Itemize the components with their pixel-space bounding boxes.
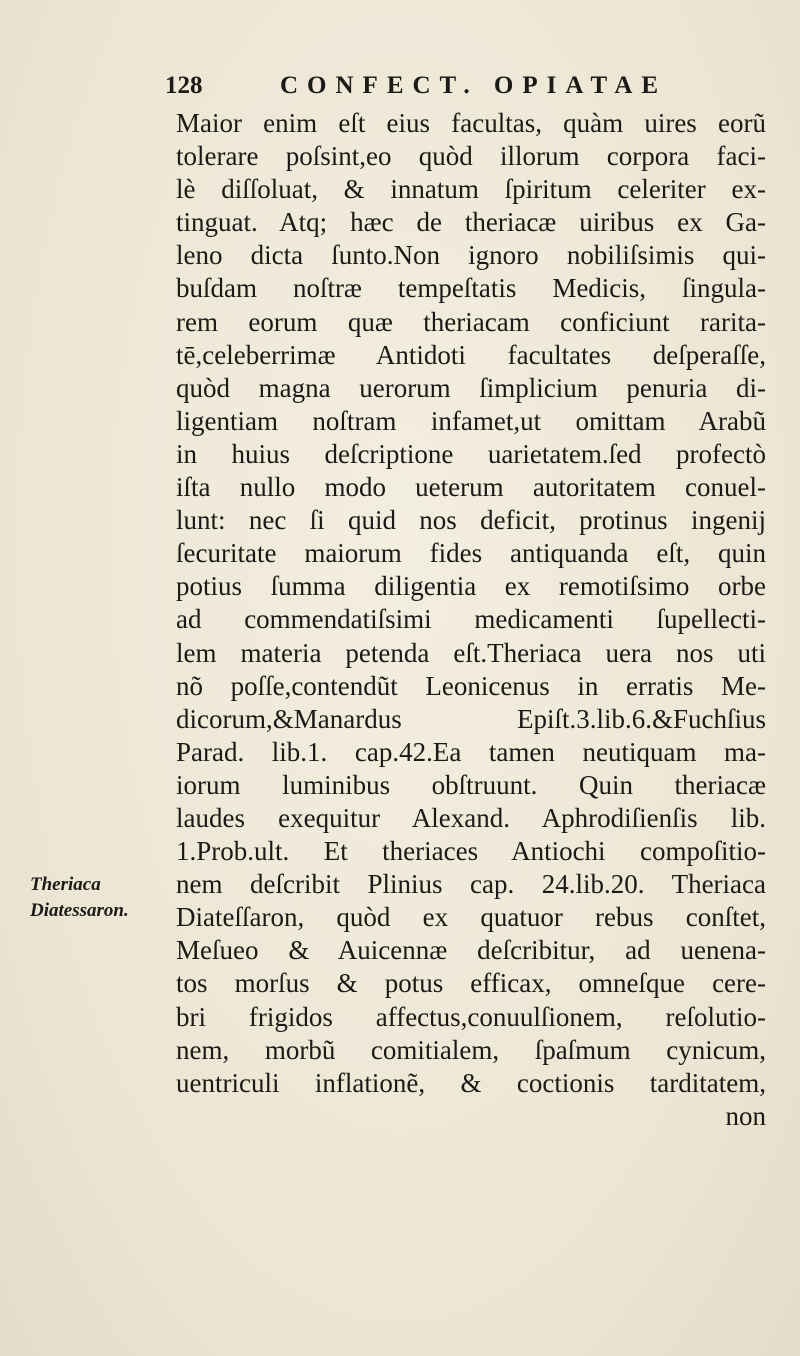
text-line: potius ſumma diligentia ex remotiſsimo orbe [176,571,766,602]
text-line: non [725,1100,766,1131]
text-line: laudes exequitur Alexand. Aphrodiſienſis lib. [176,802,766,833]
text-line: Maior enim eſt eius facultas, quàm uires eorũ [176,108,766,138]
text-line: leno dicta ſunto.Non ignoro nobiliſsimis qui- [176,240,766,271]
page-header [165,72,755,106]
text-line: Parad. lib.1. cap.42.Ea tamen neutiquam ma- [176,736,766,767]
text-line: tē,celeberrimæ Antidoti facultates deſperaſſe, [176,339,766,370]
text-line: ligentiam noſtram infamet,ut omittam Arabũ [176,405,766,436]
page-number: 128 [165,72,203,99]
marginal-note-line: Theriaca [30,874,101,895]
text-line: Diateſſaron, quòd ex quatuor rebus conſtet, [176,902,766,933]
text-line: buſdam noſtræ tempeſtatis Medicis, ſingula- [176,273,766,304]
text-line: tinguat. Atq; hæc de theriacæ uiribus ex Ga- [176,207,766,238]
text-line: nem, morbũ comitialem, ſpaſmum cynicum, [176,1034,766,1065]
text-line: Meſueo & Auicennæ deſcribitur, ad uenena- [176,935,766,966]
text-line: bri frigidos affectus,conuulſionem, reſolutio- [176,1001,766,1032]
text-line: tolerare poſsint,eo quòd illorum corpora faci- [176,141,766,172]
marginal-note-line: Diatessaron. [30,900,129,921]
text-line: lè diſſoluat, & innatum ſpiritum celeriter ex- [176,174,766,205]
text-line: ſecuritate maiorum fides antiquanda eſt, quin [176,538,766,569]
text-line: uentriculi inflationẽ, & coctionis tarditatem, [176,1067,766,1098]
marginal-note [30,872,170,924]
text-line: iorum luminibus obſtruunt. Quin theriacæ [176,769,766,800]
text-line: quòd magna uerorum ſimplicium penuria di- [176,372,766,403]
text-line: ad commendatiſsimi medicamenti ſupellecti- [176,604,766,635]
text-line: dicorum,&Manardus Epiſt.3.lib.6.&Fuchſius [176,703,766,734]
text-line: in huius deſcriptione uarietatem.ſed profectò [176,438,766,469]
running-head: CONFECT. OPIATAE [280,72,668,99]
text-line: iſta nullo modo ueterum autoritatem conuel- [176,472,766,503]
text-line: lunt: nec ſi quid nos deficit, protinus ingenij [176,505,766,536]
text-line: 1.Prob.ult. Et theriaces Antiochi compoſitio- [176,836,766,867]
text-line: nõ poſſe,contendũt Leonicenus in erratis Me- [176,670,766,701]
text-line: lem materia petenda eſt.Theriaca uera nos uti [176,637,766,668]
body-text [176,107,766,1133]
text-line: nem deſcribit Plinius cap. 24.lib.20. Theriaca [176,869,766,900]
text-line: tos morſus & potus efficax, omneſque cere- [176,968,766,999]
text-line: rem eorum quæ theriacam conficiunt rarita- [176,306,766,337]
